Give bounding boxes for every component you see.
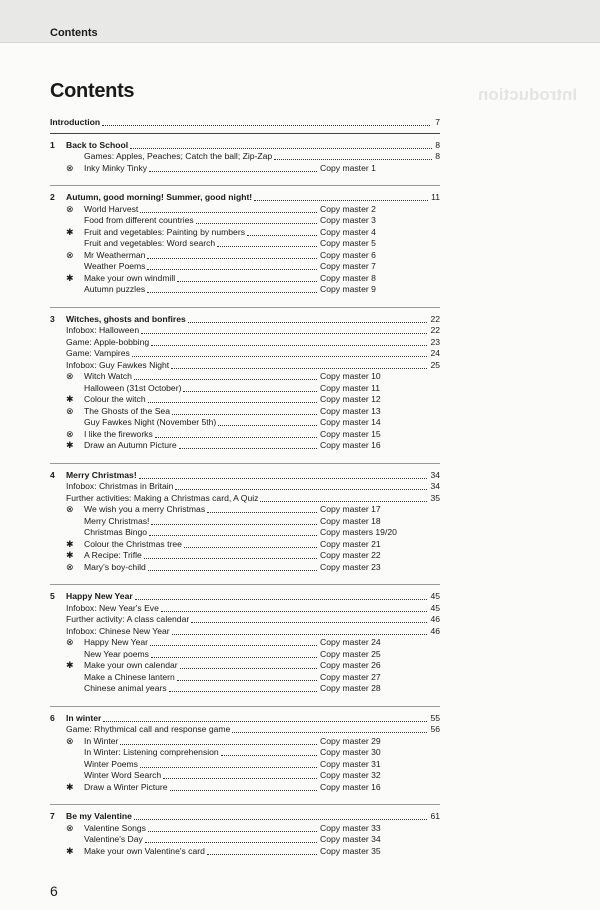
chapter-number: 2 xyxy=(50,192,55,202)
entry-page: 46 xyxy=(430,614,440,624)
entry-title: The Ghosts of the Sea xyxy=(84,405,170,416)
entry-title: Infobox: Guy Fawkes Night xyxy=(66,359,170,370)
copy-master-label: Copy master 17 xyxy=(320,504,381,514)
section-gap xyxy=(50,452,440,459)
dot-leader xyxy=(145,842,317,843)
dot-leader xyxy=(274,159,432,160)
chapter-title: Be my Valentine xyxy=(66,811,132,821)
entry-title: Christmas Bingo xyxy=(84,527,148,537)
toc-entry-row[interactable] xyxy=(50,261,440,273)
toc-intro-title: Introduction xyxy=(50,117,101,127)
dot-leader xyxy=(207,854,317,855)
entry-title: We wish you a merry Christmas xyxy=(84,504,206,514)
toc-entry-row[interactable] xyxy=(50,683,440,695)
entry-title: Game: Rhythmical call and response game xyxy=(66,724,231,734)
entry-title: Further activity: A class calendar xyxy=(66,614,190,624)
dot-leader xyxy=(183,391,317,392)
dot-leader xyxy=(188,322,427,323)
entry-title: Winter Word Search xyxy=(84,770,162,780)
entry-title: Fruit and vegetables: Painting by numbers xyxy=(84,226,245,237)
toc-entry-row[interactable] xyxy=(50,238,440,250)
dot-leader xyxy=(135,599,427,600)
chapter-title: Happy New Year xyxy=(66,591,133,601)
copy-master-label: Copy master 8 xyxy=(320,272,376,283)
entry-page: 46 xyxy=(430,625,440,636)
entry-title: Infobox: Christmas in Britain xyxy=(66,481,174,491)
chapter-title: Back to School xyxy=(66,139,129,150)
dot-leader xyxy=(148,831,317,832)
toc-entry-row[interactable] xyxy=(50,539,440,551)
dot-leader xyxy=(141,333,427,334)
dot-leader xyxy=(177,680,317,681)
copy-master-label: Copy master 12 xyxy=(320,394,381,404)
entry-title: Make your own Valentine's card xyxy=(84,845,205,856)
dot-leader xyxy=(172,634,427,635)
copy-master-label: Copy master 11 xyxy=(320,382,381,393)
toc-chapter-row[interactable] xyxy=(50,811,440,823)
entry-page: 35 xyxy=(430,492,440,503)
section-gap xyxy=(50,296,440,303)
copy-master-label: Copy master 18 xyxy=(320,515,381,526)
toc-entry-row[interactable] xyxy=(50,337,440,349)
craft-activity-icon: ✱ xyxy=(66,781,74,792)
dot-leader xyxy=(184,547,317,548)
dot-leader xyxy=(232,732,427,733)
section-divider xyxy=(50,706,440,707)
entry-title: Make a Chinese lantern xyxy=(84,671,175,682)
dot-leader xyxy=(180,668,317,669)
cd-track-icon: ⊗ xyxy=(66,428,74,439)
toc-entry-row[interactable] xyxy=(50,782,440,794)
dot-leader xyxy=(177,281,317,282)
cd-track-icon: ⊗ xyxy=(66,203,74,214)
toc-entry-row[interactable] xyxy=(50,360,440,372)
entry-title: Mr Weatherman xyxy=(84,249,146,260)
entry-title: I like the fireworks xyxy=(84,428,153,439)
entry-title: Chinese animal years xyxy=(84,683,167,693)
dot-leader xyxy=(191,622,427,623)
entry-title: Further activities: Making a Christmas card, A Quiz xyxy=(66,492,259,503)
toc-entry-row[interactable] xyxy=(50,273,440,285)
dot-leader xyxy=(139,478,427,479)
chapter-page: 55 xyxy=(430,712,440,723)
dot-leader xyxy=(150,645,317,646)
chapter-page: 45 xyxy=(430,591,440,601)
copy-master-label: Copy master 10 xyxy=(320,371,381,381)
table-of-contents xyxy=(50,117,440,864)
toc-entry-row[interactable] xyxy=(50,325,440,337)
toc-entry-row[interactable] xyxy=(50,550,440,562)
toc-entry-row[interactable] xyxy=(50,834,440,846)
copy-master-label: Copy master 1 xyxy=(320,162,376,173)
entry-title: Game: Apple-bobbing xyxy=(66,336,150,347)
dot-leader xyxy=(207,512,317,513)
chapter-page: 34 xyxy=(430,469,440,480)
entry-title: Infobox: New Year's Eve xyxy=(66,602,159,613)
dot-leader xyxy=(130,148,432,149)
toc-entry-row[interactable] xyxy=(50,417,440,429)
toc-entry-row[interactable] xyxy=(50,429,440,441)
cd-track-icon: ⊗ xyxy=(66,504,74,514)
entry-title: Colour the witch xyxy=(84,394,146,404)
cd-track-icon: ⊗ xyxy=(66,162,74,173)
craft-activity-icon: ✱ xyxy=(66,660,74,670)
copy-master-label: Copy master 3 xyxy=(320,215,376,225)
copy-master-label: Copy master 33 xyxy=(320,822,381,833)
entry-page: 23 xyxy=(430,336,440,347)
craft-activity-icon: ✱ xyxy=(66,845,74,856)
toc-entry-row[interactable] xyxy=(50,394,440,406)
dot-leader xyxy=(103,721,427,722)
copy-master-label: Copy master 31 xyxy=(320,758,381,769)
cd-track-icon: ⊗ xyxy=(66,822,74,833)
toc-chapter-row[interactable] xyxy=(50,591,440,603)
entry-title: Happy New Year xyxy=(84,637,149,647)
dot-leader xyxy=(171,368,427,369)
header-section-label: Contents xyxy=(50,27,98,39)
toc-entry-row[interactable] xyxy=(50,660,440,672)
copy-master-label: Copy master 29 xyxy=(320,735,381,746)
dot-leader xyxy=(170,790,317,791)
cd-track-icon: ⊗ xyxy=(66,405,74,416)
dot-leader xyxy=(221,755,317,756)
toc-entry-row[interactable] xyxy=(50,527,440,539)
toc-entry-row[interactable] xyxy=(50,770,440,782)
dot-leader xyxy=(260,501,427,502)
cd-track-icon: ⊗ xyxy=(66,561,74,572)
dot-leader xyxy=(140,212,317,213)
copy-master-label: Copy master 14 xyxy=(320,417,381,427)
copy-master-label: Copy master 23 xyxy=(320,561,381,572)
dot-leader xyxy=(163,778,317,779)
section-gap xyxy=(50,857,440,864)
dot-leader xyxy=(140,767,317,768)
toc-entry-row[interactable] xyxy=(50,371,440,383)
entry-title: In Winter xyxy=(84,735,119,746)
toc-entry-row[interactable] xyxy=(50,759,440,771)
dot-leader xyxy=(151,657,317,658)
copy-master-label: Copy master 32 xyxy=(320,770,381,780)
dot-leader xyxy=(147,258,317,259)
chapter-title: In winter xyxy=(66,712,102,723)
copy-master-label: Copy master 13 xyxy=(320,405,381,416)
toc-entry-row[interactable] xyxy=(50,637,440,649)
dot-leader xyxy=(147,292,317,293)
copy-master-label: Copy master 34 xyxy=(320,834,381,844)
copy-master-label: Copy master 21 xyxy=(320,538,381,549)
entry-title: A Recipe: Trifle xyxy=(84,550,142,560)
toc-chapter-row[interactable] xyxy=(50,192,440,204)
section-gap xyxy=(50,695,440,702)
section-divider xyxy=(50,133,440,134)
chapter-page: 11 xyxy=(431,192,440,202)
dot-leader xyxy=(148,402,317,403)
copy-master-label: Copy master 24 xyxy=(320,637,381,647)
toc-chapter-row[interactable] xyxy=(50,140,440,152)
toc-entry-row[interactable] xyxy=(50,406,440,418)
cd-track-icon: ⊗ xyxy=(66,735,74,746)
toc-entry-row[interactable] xyxy=(50,250,440,262)
chapter-number: 5 xyxy=(50,591,55,601)
entry-title: In Winter: Listening comprehension xyxy=(84,747,219,757)
ghost-heading: Introduction xyxy=(478,85,578,104)
dot-leader xyxy=(120,744,317,745)
dot-leader xyxy=(175,489,427,490)
entry-title: Games: Apples, Peaches; Catch the ball; Zip-Zap xyxy=(84,151,273,161)
chapter-number: 1 xyxy=(50,139,55,150)
toc-entry-row[interactable] xyxy=(50,724,440,736)
toc-entry-row[interactable] xyxy=(50,614,440,626)
entry-title: Mary's boy-child xyxy=(84,561,146,572)
section-divider xyxy=(50,804,440,805)
section-gap xyxy=(50,174,440,181)
dot-leader xyxy=(134,819,427,820)
copy-master-label: Copy master 15 xyxy=(320,428,381,439)
toc-entry-row[interactable] xyxy=(50,562,440,574)
dot-leader xyxy=(196,223,317,224)
entry-page: 45 xyxy=(430,602,440,613)
cd-track-icon: ⊗ xyxy=(66,249,74,260)
toc-entry-row[interactable] xyxy=(50,736,440,748)
copy-master-label: Copy master 6 xyxy=(320,249,376,260)
entry-title: Merry Christmas! xyxy=(84,515,150,526)
dot-leader xyxy=(102,125,430,126)
craft-activity-icon: ✱ xyxy=(66,538,74,549)
copy-master-label: Copy master 35 xyxy=(320,845,381,856)
toc-entry-row[interactable] xyxy=(50,151,440,163)
cd-track-icon: ⊗ xyxy=(66,371,74,381)
toc-entry-row[interactable] xyxy=(50,163,440,175)
entry-title: Witch Watch xyxy=(84,371,132,381)
copy-master-label: Copy master 25 xyxy=(320,648,381,659)
chapter-page: 8 xyxy=(435,139,440,150)
entry-title: Autumn puzzles xyxy=(84,284,146,294)
dot-leader xyxy=(151,524,317,525)
copy-master-label: Copy master 30 xyxy=(320,747,381,757)
dot-leader xyxy=(147,269,317,270)
chapter-number: 7 xyxy=(50,811,55,821)
dot-leader xyxy=(172,414,317,415)
copy-master-label: Copy master 7 xyxy=(320,261,376,271)
entry-title: Draw a Winter Picture xyxy=(84,781,168,792)
entry-title: Draw an Autumn Picture xyxy=(84,440,177,450)
entry-title: New Year poems xyxy=(84,648,149,659)
entry-page: 22 xyxy=(430,325,440,335)
section-gap xyxy=(50,573,440,580)
copy-master-label: Copy masters 19/20 xyxy=(320,527,397,537)
chapter-number: 4 xyxy=(50,469,55,480)
copy-master-label: Copy master 16 xyxy=(320,781,381,792)
dot-leader xyxy=(155,437,317,438)
toc-entry-row[interactable] xyxy=(50,603,440,615)
toc-entry-row[interactable] xyxy=(50,481,440,493)
craft-activity-icon: ✱ xyxy=(66,550,74,560)
toc-chapter-row[interactable] xyxy=(50,470,440,482)
toc-entry-row[interactable] xyxy=(50,504,440,516)
chapter-page: 61 xyxy=(430,811,440,821)
craft-activity-icon: ✱ xyxy=(66,440,74,450)
entry-page: 25 xyxy=(430,359,440,370)
entry-title: Guy Fawkes Night (November 5th) xyxy=(84,417,217,427)
dot-leader xyxy=(144,558,317,559)
chapter-title: Merry Christmas! xyxy=(66,469,137,480)
toc-entry-row[interactable] xyxy=(50,626,440,638)
entry-title: Winter Poems xyxy=(84,758,138,769)
toc-intro-row[interactable] xyxy=(50,117,440,129)
chapter-page: 22 xyxy=(430,313,440,324)
toc-entry-row[interactable] xyxy=(50,204,440,216)
entry-title: Colour the Christmas tree xyxy=(84,538,182,549)
toc-entry-row[interactable] xyxy=(50,649,440,661)
toc-entry-row[interactable] xyxy=(50,440,440,452)
dot-leader xyxy=(132,356,427,357)
chapter-title: Witches, ghosts and bonfires xyxy=(66,313,186,324)
entry-title: Inky Minky Tinky xyxy=(84,162,148,173)
section-divider xyxy=(50,463,440,464)
toc-entry-row[interactable] xyxy=(50,516,440,528)
dot-leader xyxy=(218,425,317,426)
toc-entry-row[interactable] xyxy=(50,348,440,360)
copy-master-label: Copy master 4 xyxy=(320,226,376,237)
toc-entry-row[interactable] xyxy=(50,227,440,239)
toc-intro-page: 7 xyxy=(435,117,440,127)
entry-page: 24 xyxy=(430,348,440,358)
toc-entry-row[interactable] xyxy=(50,383,440,395)
entry-title: Make your own windmill xyxy=(84,272,176,283)
dot-leader xyxy=(149,171,317,172)
toc-chapter-row[interactable] xyxy=(50,314,440,326)
dot-leader xyxy=(247,235,317,236)
copy-master-label: Copy master 5 xyxy=(320,238,376,248)
page-title: Contents xyxy=(50,80,135,102)
dot-leader xyxy=(169,691,317,692)
entry-title: Infobox: Chinese New Year xyxy=(66,625,170,636)
chapter-number: 6 xyxy=(50,712,55,723)
entry-title: Game: Vampires xyxy=(66,348,130,358)
chapter-number: 3 xyxy=(50,313,55,324)
copy-master-label: Copy master 16 xyxy=(320,440,381,450)
toc-entry-row[interactable] xyxy=(50,493,440,505)
entry-page: 8 xyxy=(435,151,440,161)
entry-page: 56 xyxy=(430,724,440,734)
entry-title: World Harvest xyxy=(84,203,139,214)
section-divider xyxy=(50,584,440,585)
dot-leader xyxy=(217,246,317,247)
copy-master-label: Copy master 28 xyxy=(320,683,381,693)
toc-entry-row[interactable] xyxy=(50,747,440,759)
toc-entry-row[interactable] xyxy=(50,215,440,227)
entry-title: Weather Poems xyxy=(84,261,146,271)
dot-leader xyxy=(151,345,427,346)
toc-entry-row[interactable] xyxy=(50,846,440,858)
dot-leader xyxy=(161,611,427,612)
dot-leader xyxy=(148,570,317,571)
copy-master-label: Copy master 9 xyxy=(320,284,376,294)
entry-title: Fruit and vegetables: Word search xyxy=(84,238,216,248)
dot-leader xyxy=(149,535,317,536)
page-number: 6 xyxy=(50,883,58,899)
section-divider xyxy=(50,307,440,308)
entry-title: Food from different countries xyxy=(84,215,194,225)
toc-entry-row[interactable] xyxy=(50,284,440,296)
chapter-title: Autumn, good morning! Summer, good night! xyxy=(66,192,253,202)
cd-track-icon: ⊗ xyxy=(66,637,74,647)
section-divider xyxy=(50,185,440,186)
craft-activity-icon: ✱ xyxy=(66,394,74,404)
dot-leader xyxy=(179,448,317,449)
header-bar xyxy=(0,0,600,43)
craft-activity-icon: ✱ xyxy=(66,226,74,237)
dot-leader xyxy=(134,379,317,380)
entry-page: 34 xyxy=(430,481,440,491)
section-gap xyxy=(50,793,440,800)
copy-master-label: Copy master 26 xyxy=(320,660,381,670)
entry-title: Infobox: Halloween xyxy=(66,325,140,335)
copy-master-label: Copy master 2 xyxy=(320,203,376,214)
dot-leader xyxy=(254,200,428,201)
entry-title: Halloween (31st October) xyxy=(84,382,182,393)
toc-entry-row[interactable] xyxy=(50,823,440,835)
copy-master-label: Copy master 22 xyxy=(320,550,381,560)
toc-chapter-row[interactable] xyxy=(50,713,440,725)
entry-title: Valentine's Day xyxy=(84,834,143,844)
copy-master-label: Copy master 27 xyxy=(320,671,381,682)
entry-title: Valentine Songs xyxy=(84,822,146,833)
toc-entry-row[interactable] xyxy=(50,672,440,684)
craft-activity-icon: ✱ xyxy=(66,272,74,283)
entry-title: Make your own calendar xyxy=(84,660,178,670)
